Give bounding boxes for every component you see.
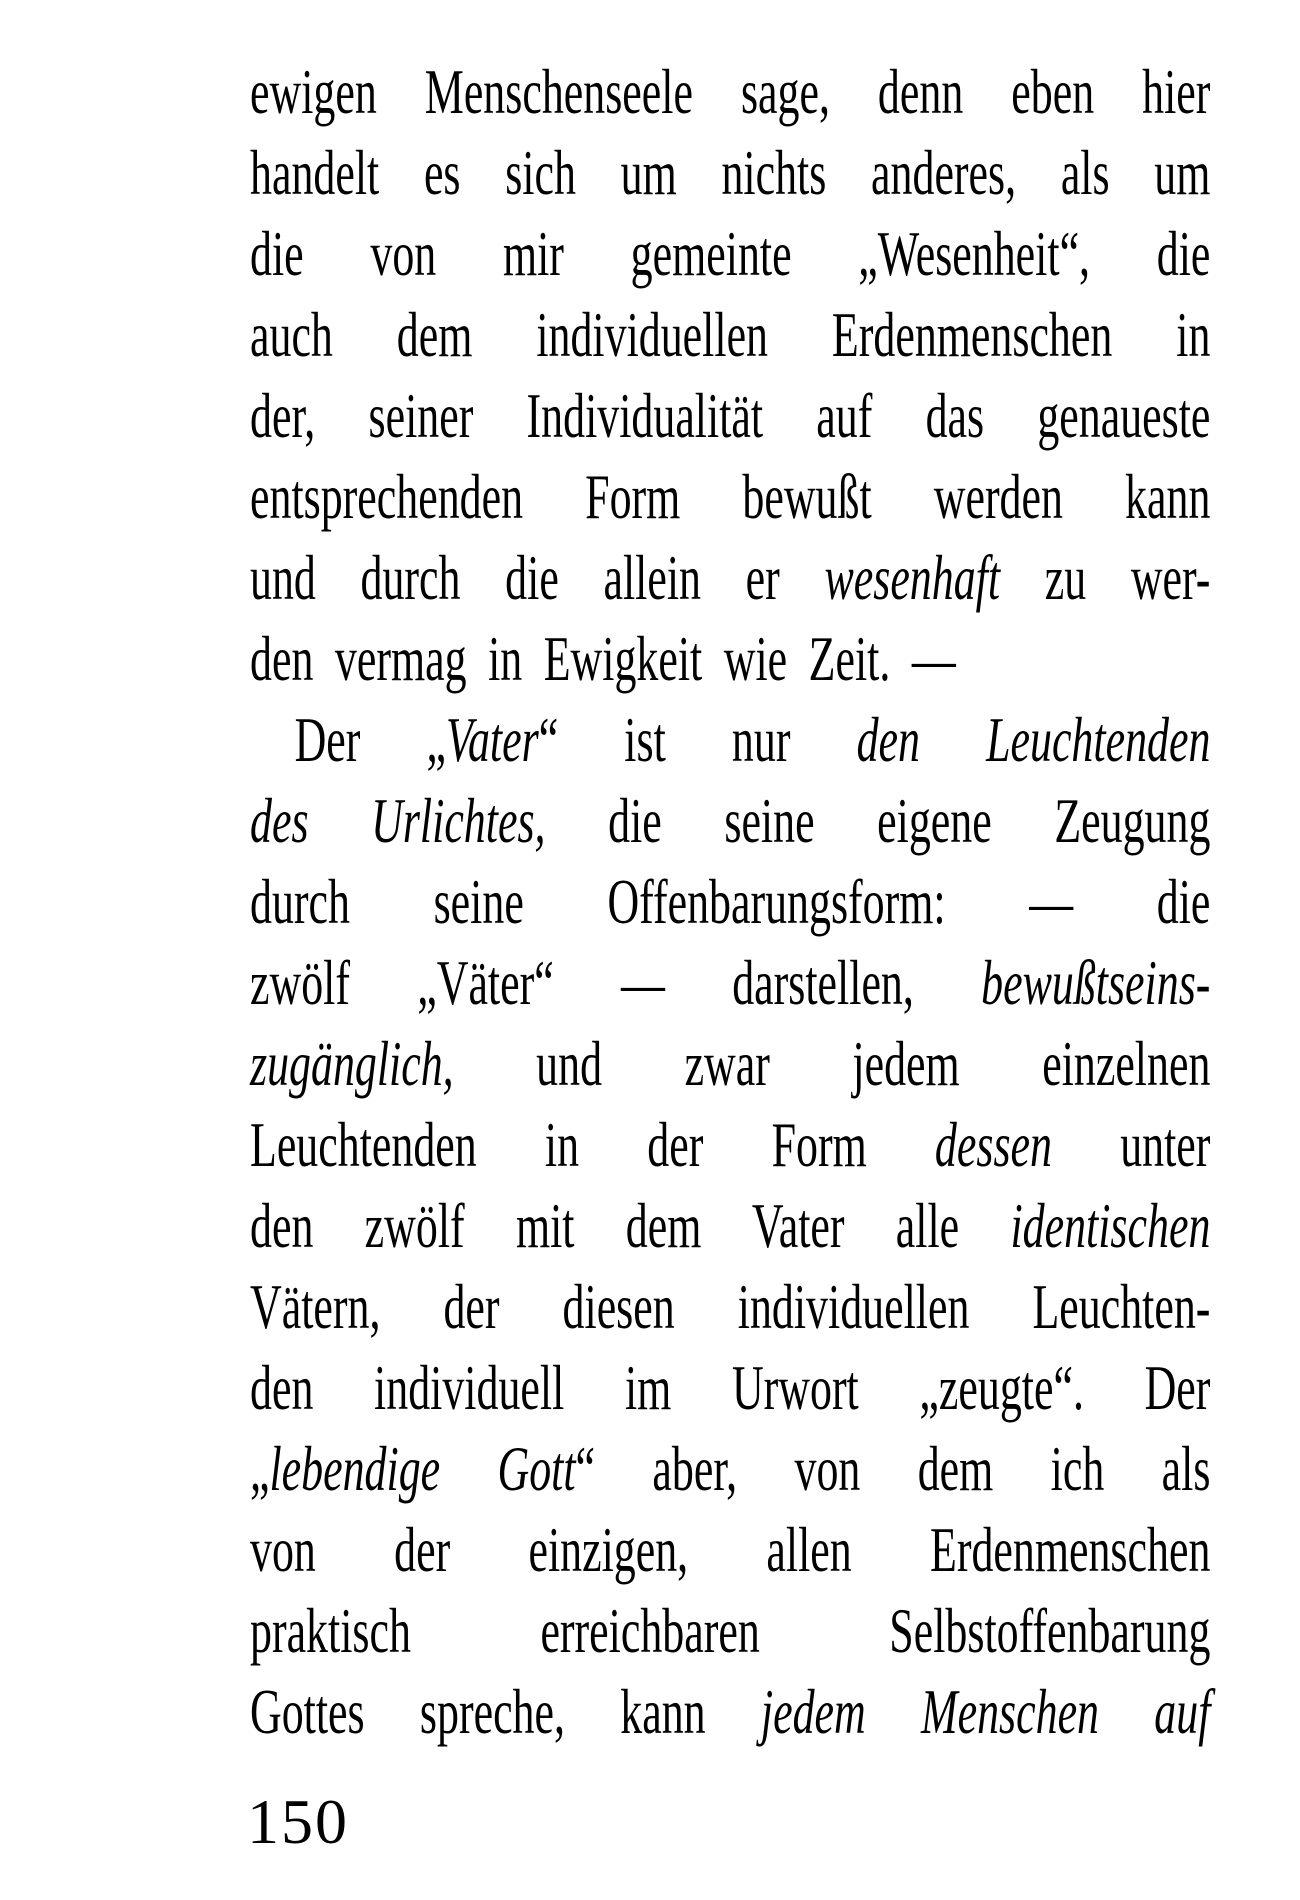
italic-text-run: jedem Menschen auf bbox=[760, 1676, 1211, 1747]
text-run: Vätern, der diesen individuellen Leuchten- bbox=[250, 1271, 1211, 1342]
text-run: handelt es sich um nichts anderes, als um bbox=[250, 137, 1211, 208]
text-line bbox=[250, 1023, 1210, 1104]
italic-text-run: wesenhaft bbox=[824, 542, 1001, 613]
text-line bbox=[250, 375, 1210, 456]
italic-text-run: bewußtseins- bbox=[981, 947, 1211, 1018]
text-run: Der „ bbox=[294, 704, 447, 775]
text-run: durch seine Offenbarungsform: — die bbox=[250, 866, 1211, 937]
text-run: “ ist nur bbox=[538, 704, 857, 775]
text-run: die von mir gemeinte „Wesenheit“, die bbox=[250, 218, 1211, 289]
text-run: zwölf „Väter“ — darstellen, bbox=[250, 947, 982, 1018]
text-run: und durch die allein er bbox=[250, 542, 825, 613]
text-line bbox=[250, 1185, 1210, 1266]
text-line bbox=[250, 699, 1210, 780]
text-run: praktisch erreichbaren Selbstoffenbarung bbox=[250, 1595, 1211, 1666]
text-line bbox=[250, 861, 1210, 942]
italic-text-run: lebendige Gott bbox=[269, 1433, 576, 1504]
text-run: Leuchtenden in der Form bbox=[250, 1109, 935, 1180]
text-run: “ aber, von dem ich als bbox=[575, 1433, 1211, 1504]
text-line bbox=[250, 1347, 1210, 1428]
text-run: zu wer- bbox=[1000, 542, 1211, 613]
text-line bbox=[250, 1509, 1210, 1590]
text-line bbox=[250, 537, 1210, 618]
page-number: 150 bbox=[247, 1786, 349, 1857]
body-text-block bbox=[250, 51, 1210, 1752]
text-line bbox=[250, 1266, 1210, 1347]
text-run: und zwar jedem einzelnen bbox=[453, 1028, 1211, 1099]
text-line bbox=[250, 618, 1210, 699]
text-run: von der einzigen, allen Erdenmenschen bbox=[250, 1514, 1211, 1585]
text-line bbox=[250, 51, 1210, 132]
italic-text-run: den Leuchtenden bbox=[856, 704, 1211, 775]
text-run: unter bbox=[1051, 1109, 1211, 1180]
text-line bbox=[250, 1104, 1210, 1185]
text-line bbox=[250, 780, 1210, 861]
text-run: den vermag in Ewigkeit wie Zeit. — bbox=[250, 623, 956, 694]
text-line bbox=[250, 456, 1210, 537]
text-line bbox=[250, 1671, 1210, 1752]
text-line bbox=[250, 1590, 1210, 1671]
italic-text-run: identischen bbox=[1010, 1190, 1211, 1261]
text-run: ewigen Menschenseele sage, denn eben hier bbox=[250, 56, 1211, 127]
text-line bbox=[250, 1428, 1210, 1509]
text-run: „ bbox=[250, 1433, 270, 1504]
text-run: entsprechenden Form bewußt werden kann bbox=[250, 461, 1211, 532]
text-run: Gottes spreche, kann bbox=[250, 1676, 761, 1747]
italic-text-run: Vater bbox=[446, 704, 539, 775]
text-run: den individuell im Urwort „zeugte“. Der bbox=[250, 1352, 1211, 1423]
text-line bbox=[250, 294, 1210, 375]
text-run: den zwölf mit dem Vater alle bbox=[250, 1190, 1011, 1261]
text-run: auch dem individuellen Erdenmenschen in bbox=[250, 299, 1211, 370]
text-line bbox=[250, 942, 1210, 1023]
text-line bbox=[250, 132, 1210, 213]
italic-text-run: des Urlichtes, bbox=[250, 785, 546, 856]
text-run: der, seiner Individualität auf das genaueste bbox=[250, 380, 1211, 451]
text-line bbox=[250, 213, 1210, 294]
italic-text-run: zugänglich, bbox=[250, 1028, 454, 1099]
italic-text-run: dessen bbox=[934, 1109, 1052, 1180]
text-run: die seine eigene Zeugung bbox=[545, 785, 1211, 856]
